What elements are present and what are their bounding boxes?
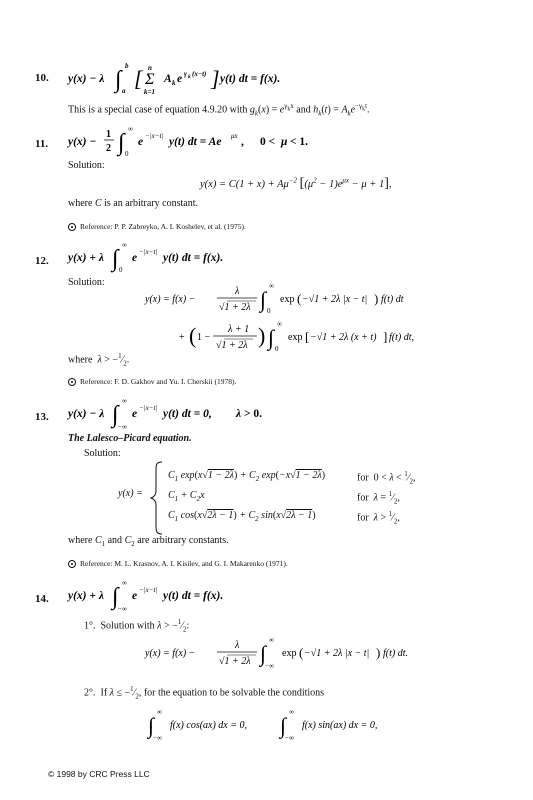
svg-text:y(t) dt = f(x).: y(t) dt = f(x). xyxy=(220,73,281,85)
svg-text:−∞: −∞ xyxy=(118,423,127,431)
cases-lhs-13: y(x) = xyxy=(118,488,143,499)
solution-12 xyxy=(145,282,475,362)
svg-text:): ) xyxy=(376,645,381,660)
svg-text:y(x) + λ: y(x) + λ xyxy=(68,252,104,264)
svg-text:0: 0 xyxy=(275,345,279,353)
svg-text:∞: ∞ xyxy=(122,397,127,405)
case-13-2-expr: $C_1 + C_2x$ xyxy=(168,490,205,503)
svg-text:∞: ∞ xyxy=(122,579,127,587)
svg-text:∫: ∫ xyxy=(260,641,267,666)
svg-text:∫: ∫ xyxy=(280,713,287,738)
svg-text:μ: μ xyxy=(281,136,288,148)
reference-13 xyxy=(68,559,288,568)
svg-text:−∞: −∞ xyxy=(265,662,274,670)
equation-10-note: This is a special case of equation 4.9.20 with $g_k(x) = e^{\gamma_kx}$ and $h_k(t) = A_ke^{-\gamma_kt}$. xyxy=(68,102,370,118)
svg-text:A: A xyxy=(164,73,172,85)
svg-text:e: e xyxy=(132,590,138,602)
svg-text:exp: exp xyxy=(282,648,297,659)
svg-text:∞: ∞ xyxy=(128,125,133,133)
svg-text:n: n xyxy=(148,64,152,72)
svg-text:y(t) dt = f(x).: y(t) dt = f(x). xyxy=(163,252,224,264)
reference-text-12: Reference: F. D. Gakhov and Yu. I. Cherskii (1978). xyxy=(80,377,237,386)
svg-text:): ) xyxy=(258,323,266,348)
svg-text:∫: ∫ xyxy=(112,584,119,610)
svg-text:[: [ xyxy=(134,66,143,91)
equation-11 xyxy=(68,124,508,158)
svg-text:b: b xyxy=(125,62,129,70)
svg-text:k: k xyxy=(188,74,191,80)
svg-text:−|x−t|: −|x−t| xyxy=(139,404,158,412)
svg-text:∞: ∞ xyxy=(122,241,127,249)
solution-label-12: Solution: xyxy=(68,277,105,288)
svg-text:−√1 + 2λ (x + t): −√1 + 2λ (x + t) xyxy=(310,332,377,343)
svg-text:e: e xyxy=(132,252,138,264)
svg-text:μx: μx xyxy=(231,132,238,140)
svg-text:−|x−t|: −|x−t| xyxy=(145,132,164,140)
equation-number-12: 12. xyxy=(35,255,49,267)
equation-14 xyxy=(68,578,508,612)
svg-text:y(t) dt = 0,: y(t) dt = 0, xyxy=(163,408,212,420)
svg-text:∞: ∞ xyxy=(289,708,294,716)
solution-11: $y(x) = C(1 + x) + A\mu^{-2}$ $[(\mu^2 - 1)e^{\mu x} - \mu + 1]$, xyxy=(200,176,392,191)
svg-text:(: ( xyxy=(189,323,197,348)
svg-text:y(x) = f(x) −: y(x) = f(x) − xyxy=(145,294,196,305)
svg-text:∫: ∫ xyxy=(112,246,119,272)
svg-text:∫: ∫ xyxy=(268,325,275,350)
part1-label-14: 1°. Solution with $\lambda > -^1⁄_2$: xyxy=(84,618,190,634)
svg-text:> 0.: > 0. xyxy=(244,408,263,420)
equation-number-14: 14. xyxy=(35,593,49,605)
equation-number-13: 13. xyxy=(35,411,49,423)
svg-text:(: ( xyxy=(299,645,304,660)
equation-10-formula xyxy=(68,60,508,96)
svg-text:]: ] xyxy=(383,329,388,344)
svg-text:(: ( xyxy=(297,291,302,306)
svg-text:(x−t): (x−t) xyxy=(192,70,207,78)
reference-text-13: Reference: M. L. Krasnov, A. I. Kisilev, and G. I. Makarenko (1971). xyxy=(80,559,288,568)
svg-text:y(x) − λ: y(x) − λ xyxy=(68,73,105,85)
where-11: where C is an arbitrary constant. xyxy=(68,198,198,209)
svg-text:∞: ∞ xyxy=(269,636,274,644)
reference-11 xyxy=(68,222,246,231)
svg-text:y(x) = f(x) −: y(x) = f(x) − xyxy=(145,648,196,659)
svg-text:y(t) dt = Ae: y(t) dt = Ae xyxy=(169,136,222,148)
svg-text:f(t) dt.: f(t) dt. xyxy=(383,648,408,659)
svg-text:0: 0 xyxy=(119,266,123,274)
svg-text:λ + 1: λ + 1 xyxy=(228,324,250,335)
svg-text:−∞: −∞ xyxy=(285,734,294,742)
case-13-3-cond: for $\lambda > ^1⁄_2$, xyxy=(357,510,400,526)
svg-text:exp: exp xyxy=(280,294,295,305)
svg-text:−|x−t|: −|x−t| xyxy=(139,586,158,594)
equation-10 xyxy=(68,60,508,96)
svg-text:λ: λ xyxy=(235,640,240,651)
svg-text:√1 + 2λ: √1 + 2λ xyxy=(219,302,251,313)
svg-text:1: 1 xyxy=(106,129,111,140)
svg-text:∫: ∫ xyxy=(115,67,122,93)
solution-label-13: Solution: xyxy=(84,448,121,459)
svg-text:a: a xyxy=(122,87,126,95)
svg-text:∫: ∫ xyxy=(260,287,267,312)
cases-brace-icon xyxy=(150,461,164,535)
svg-text:,: , xyxy=(241,136,244,148)
svg-text:k=1: k=1 xyxy=(144,88,155,96)
svg-text:e: e xyxy=(132,408,138,420)
reference-icon xyxy=(68,378,76,386)
svg-text:λ: λ xyxy=(235,286,240,297)
svg-text:exp: exp xyxy=(288,332,303,343)
svg-text:y(x) − λ: y(x) − λ xyxy=(68,408,105,420)
svg-text:∫: ∫ xyxy=(118,130,125,156)
case-13-2-cond: for $\lambda = ^1⁄_2$, xyxy=(357,490,400,506)
svg-text:∞: ∞ xyxy=(269,282,274,290)
svg-text:λ: λ xyxy=(236,408,242,420)
svg-text:0: 0 xyxy=(125,150,129,158)
copyright-footer: © 1998 by CRC Press LLC xyxy=(48,769,150,779)
svg-text:1 −: 1 − xyxy=(197,332,211,343)
svg-text:< 1.: < 1. xyxy=(290,136,309,148)
svg-text:f(x) cos(ax) dx = 0,: f(x) cos(ax) dx = 0, xyxy=(170,720,247,731)
part1-solution-14 xyxy=(145,636,475,676)
svg-text:γ: γ xyxy=(184,70,187,78)
part2-conditions-14 xyxy=(148,708,508,748)
svg-text:f(t) dt,: f(t) dt, xyxy=(389,332,414,343)
svg-text:y(t) dt = f(x).: y(t) dt = f(x). xyxy=(163,590,224,602)
svg-text:y(x) −: y(x) − xyxy=(68,136,97,148)
svg-text:+: + xyxy=(179,332,185,343)
svg-text:∞: ∞ xyxy=(157,708,162,716)
reference-icon xyxy=(68,223,76,231)
svg-text:∫: ∫ xyxy=(112,402,119,428)
svg-text:∞: ∞ xyxy=(277,320,282,328)
case-13-1-cond: for $0 < \lambda < ^1⁄_2$, xyxy=(357,470,416,486)
svg-text:2: 2 xyxy=(106,143,111,154)
svg-text:e: e xyxy=(177,73,183,85)
svg-text:∫: ∫ xyxy=(148,713,155,738)
equation-12 xyxy=(68,240,508,274)
equation-13 xyxy=(68,396,508,430)
part2-label-14: 2°. If $\lambda \le -^1⁄_2$, for the equation to be solvable the conditions xyxy=(84,685,325,701)
case-13-1-expr: $C_1$ $\exp(x√1 - 2\lambda) + C_2$ exp(−x√1 − 2λ) xyxy=(168,470,326,483)
svg-text:f(t) dt: f(t) dt xyxy=(381,294,404,305)
svg-text:Σ: Σ xyxy=(145,71,155,88)
equation-13-title: The Lalesco–Picard equation. xyxy=(68,433,192,444)
svg-text:y(x) + λ: y(x) + λ xyxy=(68,590,104,602)
svg-text:0 <: 0 < xyxy=(260,136,276,148)
svg-text:[: [ xyxy=(305,329,310,344)
reference-text-11: Reference: P. P. Zabreyko, A. I. Koshelev, et al. (1975). xyxy=(80,222,246,231)
svg-text:0: 0 xyxy=(267,307,271,315)
solution-label-11: Solution: xyxy=(68,160,105,171)
svg-text:−√1 + 2λ |x − t|: −√1 + 2λ |x − t| xyxy=(304,648,370,659)
svg-text:): ) xyxy=(374,291,379,306)
case-13-3-expr: $C_1$ $\cos(x√2\lambda - 1) + C_2$ sin(x√2λ − 1) xyxy=(168,510,316,523)
svg-text:−∞: −∞ xyxy=(153,734,162,742)
svg-text:f(x) sin(ax) dx = 0,: f(x) sin(ax) dx = 0, xyxy=(302,720,378,731)
equation-number-11: 11. xyxy=(35,138,49,150)
svg-text:e: e xyxy=(138,136,144,148)
svg-text:√1 + 2λ: √1 + 2λ xyxy=(216,340,248,351)
svg-text:]: ] xyxy=(211,66,220,91)
where-13: where $C_1$ and $C_2$ are arbitrary constants. xyxy=(68,535,229,548)
reference-icon xyxy=(68,560,76,568)
where-12: where $\lambda > -^1⁄_2$. xyxy=(68,352,130,368)
svg-text:−∞: −∞ xyxy=(118,605,127,613)
reference-12 xyxy=(68,377,236,386)
svg-text:−√1 + 2λ |x − t|: −√1 + 2λ |x − t| xyxy=(302,294,368,305)
svg-text:−|x−t|: −|x−t| xyxy=(139,248,158,256)
equation-number-10: 10. xyxy=(35,72,49,84)
svg-text:√1 + 2λ: √1 + 2λ xyxy=(219,656,251,667)
svg-text:k: k xyxy=(172,79,176,87)
